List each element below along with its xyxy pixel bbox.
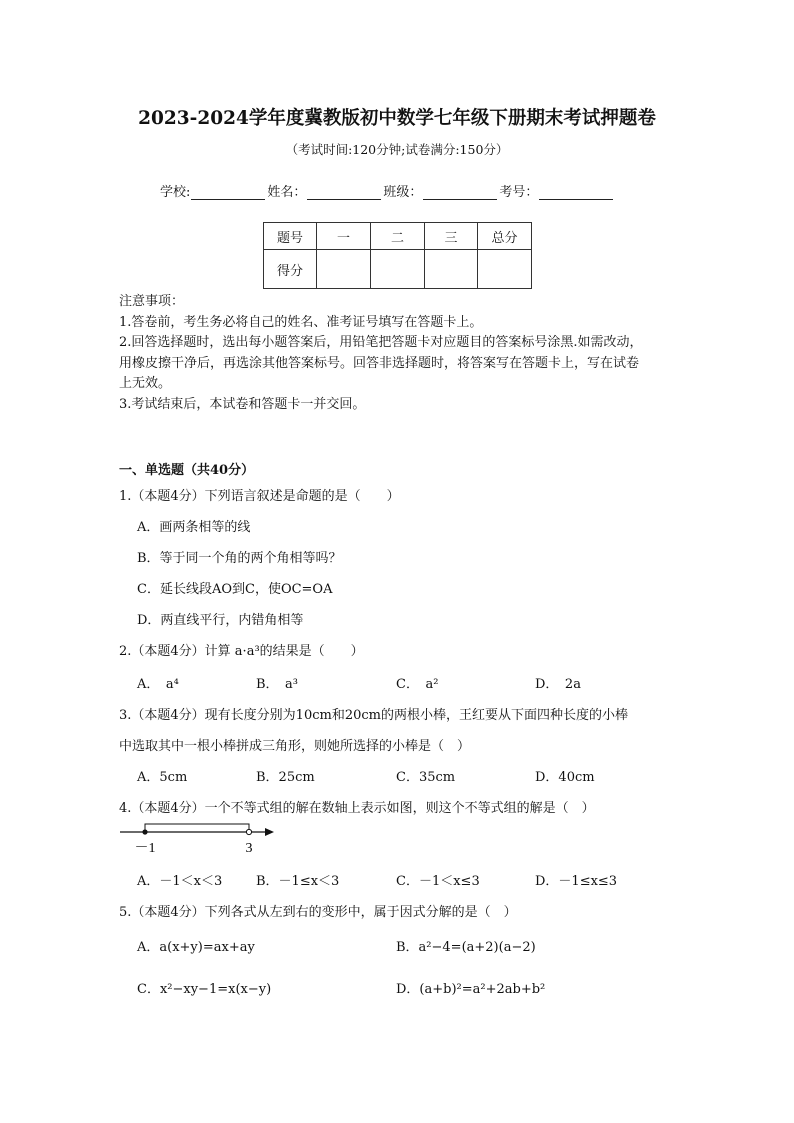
left-endpoint-closed <box>142 829 147 834</box>
q2-option-a[interactable]: A． a⁴ <box>137 677 179 692</box>
score-header: 一 <box>317 223 371 250</box>
exam-no-label: 考号： <box>499 185 539 200</box>
number-line-label-left: －1 <box>134 841 156 856</box>
q3-option-a[interactable]: A．5cm <box>137 770 188 785</box>
q5-option-c[interactable]: C．x²−xy−1=x(x−y) <box>137 982 272 997</box>
notes-line: 3.考试结束后，本试卷和答题卡一并交回。 <box>119 396 366 412</box>
q4-option-d[interactable]: D．－1≤x≤3 <box>535 874 618 889</box>
score-table <box>263 222 532 289</box>
score-header: 二 <box>371 223 425 250</box>
school-blank[interactable] <box>191 185 265 200</box>
score-header: 三 <box>425 223 478 250</box>
notes-title: 注意事项： <box>119 294 185 309</box>
q3-option-c[interactable]: C．35cm <box>396 770 456 785</box>
score-cell[interactable] <box>317 250 371 289</box>
q2-option-b[interactable]: B． a³ <box>256 677 299 692</box>
solution-range <box>145 824 249 832</box>
notes-line: 用橡皮擦干净后，再选涂其他答案标号。回答非选择题时，将答案写在答题卡上，写在试卷 <box>119 355 640 371</box>
notes <box>119 292 679 415</box>
q1-option-c[interactable]: C．延长线段AO到C，使OC=OA <box>137 582 333 597</box>
notes-line: 1.答卷前，考生务必将自己的姓名、准考证号填写在答题卡上。 <box>119 314 483 330</box>
question-4-stem: 4.（本题4分）一个不等式组的解在数轴上表示如图，则这个不等式组的解是（ ） <box>119 801 595 816</box>
name-blank[interactable] <box>307 185 381 200</box>
score-cell[interactable] <box>371 250 425 289</box>
score-cell[interactable] <box>425 250 478 289</box>
q4-option-b[interactable]: B．－1≤x＜3 <box>256 874 340 889</box>
question-3-stem-line: 中选取其中一根小棒拼成三角形，则她所选择的小棒是（ ） <box>119 739 471 754</box>
q5-option-a[interactable]: A．a(x+y)=ax+ay <box>137 940 255 955</box>
question-5-stem: 5.（本题4分）下列各式从左到右的变形中，属于因式分解的是（ ） <box>119 905 517 920</box>
number-line-figure <box>116 818 286 858</box>
right-endpoint-open <box>246 829 251 834</box>
number-line-label-right: 3 <box>245 841 253 856</box>
exam-no-blank[interactable] <box>539 185 613 200</box>
score-cell[interactable] <box>478 250 532 289</box>
q3-option-d[interactable]: D．40cm <box>535 770 595 785</box>
class-blank[interactable] <box>423 185 497 200</box>
notes-line: 上无效。 <box>119 376 172 391</box>
q2-option-c[interactable]: C． a² <box>396 677 439 692</box>
question-1-stem: 1.（本题4分）下列语言叙述是命题的是（ ） <box>119 489 400 504</box>
score-header: 题号 <box>264 223 317 250</box>
q5-option-b[interactable]: B．a²−4=(a+2)(a−2) <box>396 940 536 955</box>
question-3-stem-line: 3.（本题4分）现有长度分别为10cm和20cm的两根小棒，王红要从下面四种长度的小棒 <box>119 708 628 723</box>
exam-subtitle: （考试时间:120分钟;试卷满分:150分） <box>285 142 509 157</box>
class-label: 班级： <box>383 185 423 200</box>
q1-option-b[interactable]: B．等于同一个角的两个角相等吗？ <box>137 551 342 566</box>
score-row-label: 得分 <box>264 250 317 289</box>
q4-option-a[interactable]: A．－1＜x＜3 <box>137 874 223 889</box>
section-heading: 一、单选题（共40分） <box>119 463 255 478</box>
score-header: 总分 <box>478 223 532 250</box>
name-label: 姓名： <box>267 185 307 200</box>
q4-option-c[interactable]: C．－1＜x≤3 <box>396 874 480 889</box>
q2-option-d[interactable]: D． 2a <box>535 677 581 692</box>
student-info <box>160 181 615 200</box>
q1-option-a[interactable]: A．画两条相等的线 <box>137 520 251 535</box>
q1-option-d[interactable]: D．两直线平行，内错角相等 <box>137 613 304 628</box>
question-2-stem: 2.（本题4分）计算 a·a³的结果是（ ） <box>119 644 364 659</box>
notes-line: 2.回答选择题时，选出每小题答案后，用铅笔把答题卡对应题目的答案标号涂黑.如需改动， <box>119 335 643 350</box>
number-line-arrow <box>265 828 274 836</box>
exam-title: 2023-2024学年度冀教版初中数学七年级下册期末考试押题卷 <box>138 108 656 129</box>
school-label: 学校: <box>160 185 191 200</box>
q3-option-b[interactable]: B．25cm <box>256 770 315 785</box>
q5-option-d[interactable]: D．(a+b)²=a²+2ab+b² <box>396 982 546 997</box>
